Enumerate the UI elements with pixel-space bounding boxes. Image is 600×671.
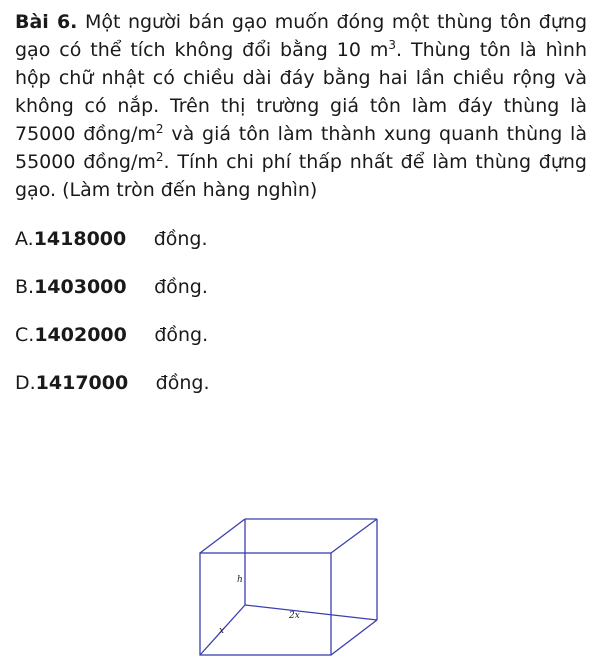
answer-option-a[interactable]	[15, 225, 210, 273]
problem-text-3: và giá tôn làm thành xung quanh thùng là 55000 đồng/m	[15, 123, 587, 173]
answer-option-b[interactable]	[15, 273, 210, 321]
answer-unit: đồng.	[153, 228, 208, 250]
box-figure	[185, 505, 395, 665]
problem-text-1: Một người bán gạo muốn đóng một thùng tôn đựng gạo có thể tích không đổi bằng 10 m	[15, 11, 588, 61]
exponent-volume: 3	[388, 38, 397, 52]
box-front-face	[200, 553, 331, 655]
label-height: h	[237, 575, 243, 585]
answer-letter: B.	[15, 276, 35, 298]
box-edge	[245, 605, 377, 620]
label-length: 2x	[289, 611, 300, 621]
answer-value: 1402000	[34, 324, 127, 346]
box-edge	[331, 620, 377, 655]
problem-label: Bài 6.	[15, 11, 78, 33]
answer-letter: C.	[15, 324, 35, 346]
answer-unit: đồng.	[155, 372, 210, 394]
answer-value: 1418000	[33, 228, 127, 250]
answer-options	[15, 225, 210, 417]
answer-letter: D.	[15, 372, 36, 394]
answer-letter: A.	[15, 228, 34, 250]
answer-option-d[interactable]	[15, 369, 210, 417]
box-edges	[200, 519, 377, 655]
problem-text-2: . Thùng tôn là hình hộp chữ nhật có chiều dài đáy bằng hai lần chiều rộng và không có nắp. Trên thị trường giá tôn làm đáy thùng là 75000 đồng/m	[15, 39, 588, 145]
box-edge	[331, 519, 377, 553]
label-width: x	[219, 626, 225, 636]
answer-unit: đồng.	[154, 324, 209, 346]
exponent-bottom-price: 2	[155, 122, 164, 136]
box-edge	[200, 519, 245, 553]
problem-text-4: . Tính chi phí thấp nhất để làm thùng đựng gạo. (Làm tròn đến hàng nghìn)	[15, 151, 587, 201]
exponent-side-price: 2	[155, 150, 164, 164]
answer-unit: đồng.	[154, 276, 208, 298]
problem-statement	[15, 8, 587, 204]
answer-option-c[interactable]	[15, 321, 210, 369]
answer-value: 1417000	[35, 372, 129, 394]
answer-value: 1403000	[34, 276, 127, 298]
